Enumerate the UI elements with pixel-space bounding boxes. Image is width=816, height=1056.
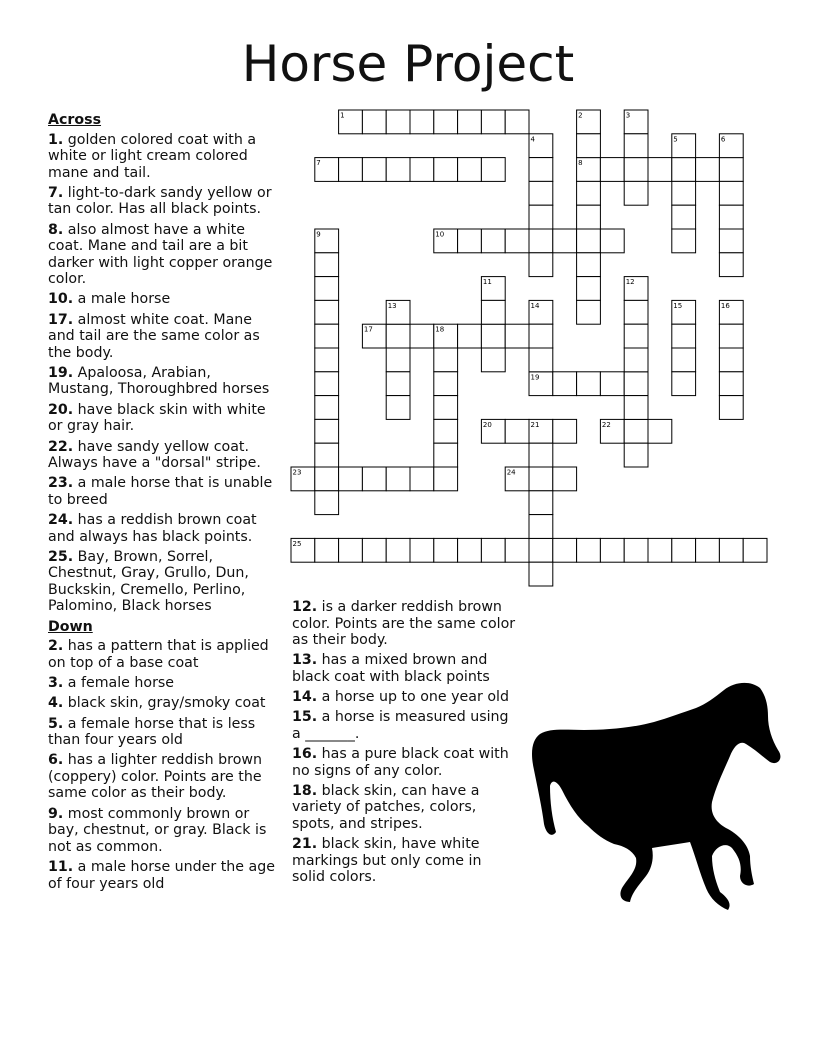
clue-column-right bbox=[292, 599, 517, 890]
clue-text: has a mixed brown and black coat with black points bbox=[292, 652, 490, 685]
grid-cell[interactable] bbox=[481, 419, 505, 443]
grid-cell[interactable] bbox=[553, 419, 577, 443]
page-title: Horse Project bbox=[241, 35, 575, 93]
grid-cell-number: 9 bbox=[316, 230, 321, 239]
grid-cell[interactable] bbox=[624, 134, 648, 158]
clue-item bbox=[48, 638, 280, 671]
grid-cell[interactable] bbox=[529, 205, 553, 229]
grid-cell[interactable] bbox=[291, 467, 315, 491]
grid-cell[interactable] bbox=[624, 396, 648, 420]
grid-cell[interactable] bbox=[648, 158, 672, 182]
grid-cell[interactable] bbox=[577, 538, 601, 562]
grid-cell[interactable] bbox=[315, 396, 339, 420]
clue-text: a male horse bbox=[73, 291, 171, 308]
grid-cell-number: 18 bbox=[435, 325, 445, 334]
clue-item bbox=[48, 716, 280, 749]
clue-item bbox=[48, 806, 280, 856]
clue-text: black skin, gray/smoky coat bbox=[63, 695, 266, 712]
grid-cell[interactable] bbox=[505, 324, 529, 348]
grid-cell[interactable] bbox=[481, 300, 505, 324]
grid-cell[interactable] bbox=[624, 443, 648, 467]
clue-number: 3. bbox=[48, 675, 64, 692]
grid-cell[interactable] bbox=[719, 181, 743, 205]
clue-item bbox=[48, 402, 280, 435]
clue-text: have black skin with white or gray hair. bbox=[48, 401, 266, 435]
clue-number: 16. bbox=[292, 746, 318, 763]
clue-item bbox=[48, 312, 280, 362]
grid-cell[interactable] bbox=[719, 158, 743, 182]
grid-cell[interactable] bbox=[315, 419, 339, 443]
grid-cell[interactable] bbox=[458, 538, 482, 562]
grid-cell[interactable] bbox=[505, 229, 529, 253]
grid-cell[interactable] bbox=[719, 348, 743, 372]
clue-number: 24. bbox=[48, 512, 74, 529]
grid-cell[interactable] bbox=[648, 419, 672, 443]
grid-cell[interactable] bbox=[529, 300, 553, 324]
grid-cell-number: 8 bbox=[578, 159, 583, 168]
grid-cell[interactable] bbox=[434, 229, 458, 253]
grid-cell-number: 16 bbox=[720, 301, 730, 310]
grid-cell[interactable] bbox=[315, 158, 339, 182]
grid-cell[interactable] bbox=[672, 300, 696, 324]
grid-cell-number: 3 bbox=[625, 111, 631, 120]
clue-number: 2. bbox=[48, 638, 64, 655]
grid-cell-number: 15 bbox=[673, 301, 683, 310]
grid-cell[interactable] bbox=[458, 324, 482, 348]
grid-cell[interactable] bbox=[577, 134, 601, 158]
across-heading: Across bbox=[48, 112, 102, 128]
clue-item bbox=[292, 746, 517, 779]
grid-cell[interactable] bbox=[362, 467, 386, 491]
clue-column-left bbox=[48, 112, 280, 896]
clue-text: a horse is measured using a _______. bbox=[292, 709, 509, 742]
grid-cell[interactable] bbox=[529, 491, 553, 515]
clue-item bbox=[292, 709, 517, 742]
clue-item bbox=[48, 185, 280, 218]
grid-cell[interactable] bbox=[434, 396, 458, 420]
grid-cell[interactable] bbox=[719, 396, 743, 420]
clue-number: 18. bbox=[292, 782, 318, 799]
grid-cell-number: 17 bbox=[363, 325, 373, 334]
grid-cell[interactable] bbox=[529, 229, 553, 253]
clue-number: 17. bbox=[48, 311, 74, 328]
grid-cell[interactable] bbox=[315, 443, 339, 467]
grid-cell[interactable] bbox=[719, 372, 743, 396]
grid-cell-number: 12 bbox=[625, 278, 635, 287]
grid-cell[interactable] bbox=[458, 110, 482, 134]
grid-cell[interactable] bbox=[481, 110, 505, 134]
clue-text: black skin, can have a variety of patches, colors, spots, and stripes. bbox=[292, 782, 480, 832]
clue-text: most commonly brown or bay, chestnut, or gray. Black is not as common. bbox=[48, 805, 267, 855]
grid-cell[interactable] bbox=[386, 324, 410, 348]
grid-cell[interactable] bbox=[434, 443, 458, 467]
grid-cell[interactable] bbox=[672, 229, 696, 253]
clue-item bbox=[48, 859, 280, 892]
clue-text: black skin, have white markings but only come in solid colors. bbox=[292, 836, 482, 886]
grid-cell[interactable] bbox=[529, 348, 553, 372]
clue-number: 21. bbox=[292, 836, 318, 853]
grid-cell[interactable] bbox=[719, 324, 743, 348]
grid-cell-number: 24 bbox=[506, 468, 516, 477]
clue-text: has a lighter reddish brown (coppery) color. Points are the same color as their body. bbox=[48, 752, 262, 802]
grid-cell[interactable] bbox=[458, 158, 482, 182]
grid-cell[interactable] bbox=[624, 348, 648, 372]
grid-cell[interactable] bbox=[434, 372, 458, 396]
grid-cell[interactable] bbox=[434, 419, 458, 443]
grid-cell[interactable] bbox=[529, 419, 553, 443]
grid-cell[interactable] bbox=[529, 515, 553, 539]
grid-cell[interactable] bbox=[577, 277, 601, 301]
clue-item bbox=[48, 132, 280, 182]
grid-cell[interactable] bbox=[672, 158, 696, 182]
grid-cell-number: 22 bbox=[601, 420, 611, 429]
grid-cell[interactable] bbox=[624, 110, 648, 134]
grid-cell[interactable] bbox=[719, 205, 743, 229]
clue-text: has a pure black coat with no signs of any color. bbox=[292, 746, 509, 779]
grid-cell[interactable] bbox=[600, 158, 624, 182]
grid-cell[interactable] bbox=[672, 181, 696, 205]
clue-number: 8. bbox=[48, 221, 64, 238]
grid-cell[interactable] bbox=[505, 538, 529, 562]
grid-cell[interactable] bbox=[315, 372, 339, 396]
grid-cell[interactable] bbox=[553, 372, 577, 396]
clue-number: 4. bbox=[48, 695, 64, 712]
clue-number: 20. bbox=[48, 401, 74, 418]
grid-cell[interactable] bbox=[386, 348, 410, 372]
grid-cell[interactable] bbox=[315, 277, 339, 301]
grid-cell[interactable] bbox=[577, 181, 601, 205]
grid-cell-number: 14 bbox=[530, 301, 540, 310]
grid-cell[interactable] bbox=[577, 372, 601, 396]
clue-text: Apaloosa, Arabian, Mustang, Thoroughbred horses bbox=[48, 364, 270, 398]
grid-cell[interactable] bbox=[481, 538, 505, 562]
clue-number: 12. bbox=[292, 599, 318, 615]
grid-cell[interactable] bbox=[672, 324, 696, 348]
grid-cell-number: 19 bbox=[530, 373, 540, 382]
clue-item bbox=[48, 365, 280, 398]
clue-text: also almost have a white coat. Mane and tail are a bit darker with light copper orange color. bbox=[48, 221, 273, 288]
clue-number: 22. bbox=[48, 438, 74, 455]
grid-cell[interactable] bbox=[481, 158, 505, 182]
clue-number: 11. bbox=[48, 859, 74, 876]
down-heading: Down bbox=[48, 618, 93, 635]
grid-cell-number: 23 bbox=[292, 468, 302, 477]
grid-cell[interactable] bbox=[600, 419, 624, 443]
clue-number: 10. bbox=[48, 291, 74, 308]
grid-cell[interactable] bbox=[600, 229, 624, 253]
grid-cell[interactable] bbox=[600, 538, 624, 562]
grid-cell[interactable] bbox=[315, 467, 339, 491]
clue-text: a male horse under the age of four years old bbox=[48, 859, 275, 892]
grid-cell[interactable] bbox=[529, 372, 553, 396]
grid-cell[interactable] bbox=[577, 253, 601, 277]
clue-item bbox=[48, 512, 280, 545]
grid-cell[interactable] bbox=[386, 396, 410, 420]
grid-cell-number: 6 bbox=[720, 135, 726, 144]
grid-cell[interactable] bbox=[505, 419, 529, 443]
grid-cell[interactable] bbox=[719, 538, 743, 562]
grid-cell[interactable] bbox=[434, 348, 458, 372]
grid-cell[interactable] bbox=[386, 158, 410, 182]
clue-item bbox=[292, 783, 517, 833]
grid-cell[interactable] bbox=[577, 158, 601, 182]
grid-cell[interactable] bbox=[481, 277, 505, 301]
grid-cell[interactable] bbox=[434, 467, 458, 491]
grid-cell[interactable] bbox=[577, 300, 601, 324]
grid-cell[interactable] bbox=[672, 348, 696, 372]
clue-text: a female horse that is less than four years old bbox=[48, 715, 256, 749]
horse-silhouette-icon bbox=[528, 678, 784, 914]
grid-cell[interactable] bbox=[624, 300, 648, 324]
clue-item bbox=[48, 475, 280, 508]
clue-number: 15. bbox=[292, 709, 318, 726]
grid-cell[interactable] bbox=[315, 538, 339, 562]
grid-cell[interactable] bbox=[315, 253, 339, 277]
grid-cell[interactable] bbox=[577, 205, 601, 229]
grid-cell[interactable] bbox=[624, 372, 648, 396]
grid-cell[interactable] bbox=[553, 229, 577, 253]
grid-cell[interactable] bbox=[339, 158, 363, 182]
grid-cell[interactable] bbox=[624, 324, 648, 348]
clue-item bbox=[292, 652, 517, 685]
clue-number: 19. bbox=[48, 364, 74, 381]
grid-cell[interactable] bbox=[719, 229, 743, 253]
clue-number: 1. bbox=[48, 131, 64, 148]
grid-cell[interactable] bbox=[291, 538, 315, 562]
grid-cell[interactable] bbox=[434, 158, 458, 182]
grid-cell[interactable] bbox=[529, 134, 553, 158]
grid-cell-number: 1 bbox=[340, 111, 345, 120]
grid-cell[interactable] bbox=[672, 538, 696, 562]
grid-cell[interactable] bbox=[529, 253, 553, 277]
clue-item bbox=[292, 689, 517, 706]
clue-text: Bay, Brown, Sorrel, Chestnut, Gray, Grullo, Dun, Buckskin, Cremello, Perlino, Palomino, Black horses bbox=[48, 548, 249, 615]
grid-cell-number: 13 bbox=[387, 301, 397, 310]
grid-cell[interactable] bbox=[315, 348, 339, 372]
grid-cell[interactable] bbox=[410, 324, 434, 348]
down-clue-list-right bbox=[292, 599, 517, 886]
grid-cell[interactable] bbox=[577, 110, 601, 134]
clue-text: is a darker reddish brown color. Points are the same color as their body. bbox=[292, 599, 516, 648]
grid-cell[interactable] bbox=[624, 538, 648, 562]
grid-cell[interactable] bbox=[434, 538, 458, 562]
grid-cell[interactable] bbox=[719, 253, 743, 277]
grid-cell[interactable] bbox=[410, 467, 434, 491]
grid-cell[interactable] bbox=[624, 277, 648, 301]
grid-cell-number: 4 bbox=[530, 135, 535, 144]
grid-cell-number: 25 bbox=[292, 539, 302, 548]
grid-cell[interactable] bbox=[339, 467, 363, 491]
grid-cell[interactable] bbox=[672, 205, 696, 229]
clue-text: a horse up to one year old bbox=[317, 689, 509, 706]
grid-cell[interactable] bbox=[696, 158, 720, 182]
grid-cell[interactable] bbox=[410, 158, 434, 182]
grid-cell[interactable] bbox=[505, 467, 529, 491]
clue-item bbox=[48, 752, 280, 802]
grid-cell-number: 21 bbox=[530, 420, 540, 429]
clue-number: 14. bbox=[292, 689, 318, 706]
grid-cell[interactable] bbox=[410, 538, 434, 562]
clue-number: 25. bbox=[48, 548, 74, 565]
grid-cell[interactable] bbox=[553, 467, 577, 491]
down-clue-list-left bbox=[48, 638, 280, 892]
grid-cell[interactable] bbox=[481, 324, 505, 348]
grid-cell[interactable] bbox=[529, 467, 553, 491]
grid-cell-number: 7 bbox=[316, 159, 321, 168]
grid-cell[interactable] bbox=[339, 538, 363, 562]
grid-cell[interactable] bbox=[624, 181, 648, 205]
grid-cell[interactable] bbox=[529, 562, 553, 586]
clue-text: has a pattern that is applied on top of a base coat bbox=[48, 638, 269, 671]
grid-cell[interactable] bbox=[315, 229, 339, 253]
grid-cell[interactable] bbox=[458, 229, 482, 253]
clue-number: 6. bbox=[48, 752, 64, 769]
grid-cell[interactable] bbox=[362, 324, 386, 348]
grid-cell[interactable] bbox=[624, 158, 648, 182]
grid-cell[interactable] bbox=[600, 372, 624, 396]
grid-cell[interactable] bbox=[410, 110, 434, 134]
grid-cell[interactable] bbox=[386, 110, 410, 134]
clue-item bbox=[48, 695, 280, 712]
grid-cell[interactable] bbox=[315, 300, 339, 324]
clue-text: have sandy yellow coat. Always have a "dorsal" stripe. bbox=[48, 438, 261, 472]
grid-cell[interactable] bbox=[386, 372, 410, 396]
grid-cell-number: 2 bbox=[578, 111, 583, 120]
clue-number: 13. bbox=[292, 652, 318, 669]
grid-cell[interactable] bbox=[672, 134, 696, 158]
clue-number: 23. bbox=[48, 475, 74, 492]
grid-cell[interactable] bbox=[672, 372, 696, 396]
grid-cell[interactable] bbox=[362, 538, 386, 562]
clue-number: 5. bbox=[48, 715, 64, 732]
grid-cell[interactable] bbox=[481, 348, 505, 372]
clue-item bbox=[48, 222, 280, 288]
grid-cell[interactable] bbox=[648, 538, 672, 562]
grid-cell[interactable] bbox=[315, 324, 339, 348]
grid-cell[interactable] bbox=[505, 110, 529, 134]
grid-cell[interactable] bbox=[434, 324, 458, 348]
clue-number: 7. bbox=[48, 184, 64, 201]
clue-item bbox=[48, 291, 280, 308]
clue-item bbox=[292, 599, 517, 649]
grid-cell[interactable] bbox=[696, 538, 720, 562]
grid-cell[interactable] bbox=[624, 419, 648, 443]
clue-item bbox=[48, 675, 280, 692]
grid-cell[interactable] bbox=[719, 300, 743, 324]
clue-number: 9. bbox=[48, 805, 64, 822]
grid-cell[interactable] bbox=[553, 538, 577, 562]
clue-item bbox=[292, 836, 517, 886]
clue-item bbox=[48, 439, 280, 472]
across-clue-list bbox=[48, 132, 280, 615]
clue-item bbox=[48, 549, 280, 615]
clue-text: a male horse that is unable to breed bbox=[48, 475, 273, 508]
grid-cell[interactable] bbox=[386, 538, 410, 562]
grid-cell-number: 10 bbox=[435, 230, 445, 239]
grid-cell[interactable] bbox=[315, 491, 339, 515]
grid-cell[interactable] bbox=[434, 110, 458, 134]
clue-text: has a reddish brown coat and always has black points. bbox=[48, 512, 257, 545]
grid-cell-number: 11 bbox=[482, 278, 492, 287]
grid-cell[interactable] bbox=[719, 134, 743, 158]
grid-cell[interactable] bbox=[529, 324, 553, 348]
grid-cell[interactable] bbox=[529, 443, 553, 467]
grid-cell[interactable] bbox=[529, 181, 553, 205]
grid-cell[interactable] bbox=[339, 110, 363, 134]
grid-cell[interactable] bbox=[529, 538, 553, 562]
clue-text: light-to-dark sandy yellow or tan color. Has all black points. bbox=[48, 184, 272, 218]
grid-cell[interactable] bbox=[362, 158, 386, 182]
grid-cell[interactable] bbox=[386, 300, 410, 324]
clue-text: a female horse bbox=[63, 675, 175, 692]
clue-text: almost white coat. Mane and tail are the same color as the body. bbox=[48, 311, 260, 361]
grid-cell[interactable] bbox=[481, 229, 505, 253]
grid-cell[interactable] bbox=[743, 538, 767, 562]
grid-cell[interactable] bbox=[386, 467, 410, 491]
grid-cell[interactable] bbox=[362, 110, 386, 134]
clue-text: golden colored coat with a white or light cream colored mane and tail. bbox=[48, 131, 257, 181]
grid-cell-number: 20 bbox=[482, 420, 492, 429]
grid-cell[interactable] bbox=[577, 229, 601, 253]
grid-cell-number: 5 bbox=[673, 135, 678, 144]
grid-cell[interactable] bbox=[529, 158, 553, 182]
